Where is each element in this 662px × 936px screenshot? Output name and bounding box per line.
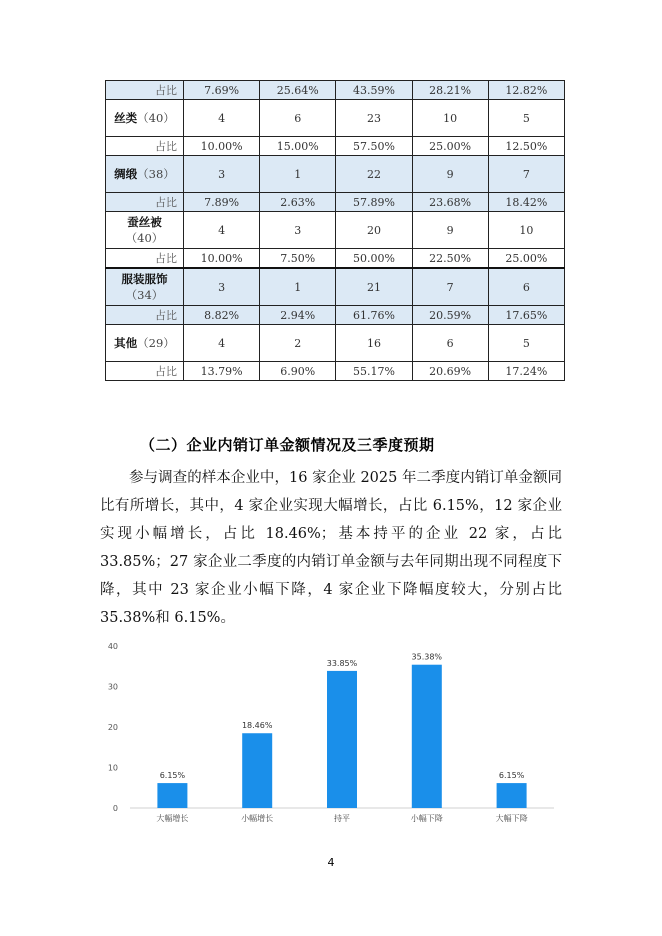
y-tick-label: 20 [107, 723, 118, 732]
table-cell: 6 [260, 100, 336, 137]
table-cell: 21 [336, 268, 412, 306]
table-cell: 20 [336, 212, 412, 249]
table-cell: 12.82% [488, 81, 564, 100]
table-cell: 3 [260, 212, 336, 249]
ratio-row [106, 193, 565, 212]
data-label: 6.15% [498, 771, 525, 781]
table-cell: 2.63% [260, 193, 336, 212]
table-cell: 5 [488, 325, 564, 362]
table-cell: 10 [488, 212, 564, 249]
table-cell: 23.68% [412, 193, 488, 212]
category-row [106, 268, 565, 306]
table-cell: 5 [488, 100, 564, 137]
table-cell: 1 [260, 268, 336, 306]
table-cell: 9 [412, 156, 488, 193]
category-label [106, 100, 184, 137]
category-row [106, 156, 565, 193]
x-tick-label: 小幅增长 [241, 814, 274, 823]
data-label: 35.38% [411, 652, 443, 662]
table-cell: 57.89% [336, 193, 412, 212]
table-cell: 4 [184, 212, 260, 249]
data-label: 6.15% [159, 771, 186, 781]
ratio-row [106, 362, 565, 381]
category-row [106, 212, 565, 249]
table-cell: 7.69% [184, 81, 260, 100]
table-cell: 7 [412, 268, 488, 306]
table-cell: 18.42% [488, 193, 564, 212]
table-cell: 28.21% [412, 81, 488, 100]
category-name: 服装服饰 [121, 272, 168, 286]
table-cell: 43.59% [336, 81, 412, 100]
x-tick-label: 小幅下降 [410, 814, 443, 823]
category-count: （40） [125, 231, 164, 245]
y-tick-label: 0 [112, 804, 118, 813]
table-cell: 23 [336, 100, 412, 137]
ratio-label: 占比 [106, 193, 184, 212]
category-count: （38） [137, 167, 175, 181]
category-row [106, 325, 565, 362]
category-count: （34） [125, 288, 164, 302]
table-cell: 13.79% [184, 362, 260, 381]
y-tick-label: 40 [107, 642, 118, 651]
table-cell: 20.59% [412, 306, 488, 325]
category-name: 蚕丝被 [127, 215, 162, 229]
ratio-row [106, 306, 565, 325]
category-row [106, 100, 565, 137]
bar [497, 783, 527, 808]
table-cell: 25.00% [488, 249, 564, 269]
table-cell: 15.00% [260, 137, 336, 156]
table-cell: 1 [260, 156, 336, 193]
ratio-label: 占比 [106, 137, 184, 156]
ratio-label: 占比 [106, 362, 184, 381]
ratio-label: 占比 [106, 306, 184, 325]
table-cell: 2 [260, 325, 336, 362]
table-cell: 4 [184, 100, 260, 137]
category-name: 绸缎 [114, 167, 138, 181]
table-cell: 2.94% [260, 306, 336, 325]
table-cell: 4 [184, 325, 260, 362]
table-cell: 55.17% [336, 362, 412, 381]
ratio-row [106, 137, 565, 156]
body-paragraph [100, 464, 562, 632]
table-cell: 61.76% [336, 306, 412, 325]
table-cell: 7 [488, 156, 564, 193]
table-cell: 6 [412, 325, 488, 362]
table-cell: 57.50% [336, 137, 412, 156]
x-tick-label: 大幅增长 [156, 814, 189, 823]
category-label [106, 268, 184, 306]
table-cell: 22.50% [412, 249, 488, 269]
data-label: 33.85% [326, 658, 358, 668]
category-name: 其他 [114, 336, 138, 350]
table-cell: 25.00% [412, 137, 488, 156]
section-heading: （二）企业内销订单金额情况及三季度预期 [140, 436, 435, 454]
data-table [105, 80, 565, 381]
table-cell: 7.89% [184, 193, 260, 212]
category-count: （40） [137, 111, 175, 125]
data-label: 18.46% [241, 721, 273, 731]
table-cell: 3 [184, 268, 260, 306]
table-cell: 22 [336, 156, 412, 193]
table-cell: 6 [488, 268, 564, 306]
category-label [106, 156, 184, 193]
bar-chart [100, 636, 562, 836]
table-cell: 9 [412, 212, 488, 249]
bar [412, 665, 442, 808]
y-tick-label: 10 [107, 763, 118, 773]
table-cell: 10.00% [184, 249, 260, 269]
table-cell: 8.82% [184, 306, 260, 325]
ratio-label: 占比 [106, 81, 184, 100]
table-cell: 17.24% [488, 362, 564, 381]
x-tick-label: 大幅下降 [495, 814, 528, 823]
table-cell: 7.50% [260, 249, 336, 269]
bar [327, 671, 357, 808]
table-cell: 3 [184, 156, 260, 193]
category-name: 丝类 [114, 111, 138, 125]
y-tick-label: 30 [107, 682, 118, 692]
table-cell: 17.65% [488, 306, 564, 325]
category-count: （29） [137, 336, 175, 350]
table-cell: 10.00% [184, 137, 260, 156]
bar [157, 783, 187, 808]
table-cell: 25.64% [260, 81, 336, 100]
table-cell: 6.90% [260, 362, 336, 381]
ratio-row [106, 81, 565, 100]
table-cell: 10 [412, 100, 488, 137]
table-cell: 12.50% [488, 137, 564, 156]
table-cell: 20.69% [412, 362, 488, 381]
category-label [106, 212, 184, 249]
paragraph-text: 参与调查的样本企业中，16 家企业 2025 年二季度内销订单金额同比有所增长，其中，4 家企业实现大幅增长，占比 6.15%，12 家企业实现小幅增长，占比 18.46%；基本持平的企业 22 家，占比 33.85%；27 家企业二季度的内销订单金额与去年同期出现不同程度下降，其中 23 家企业小幅下降，4 家企业下降幅度较大，分别占比 35.38%和 6.15%。 [100, 470, 562, 626]
category-label [106, 325, 184, 362]
bar [242, 733, 272, 808]
ratio-label: 占比 [106, 249, 184, 269]
table-cell: 50.00% [336, 249, 412, 269]
table-cell: 16 [336, 325, 412, 362]
x-tick-label: 持平 [334, 814, 350, 823]
ratio-row [106, 249, 565, 269]
page-number: 4 [327, 856, 335, 869]
